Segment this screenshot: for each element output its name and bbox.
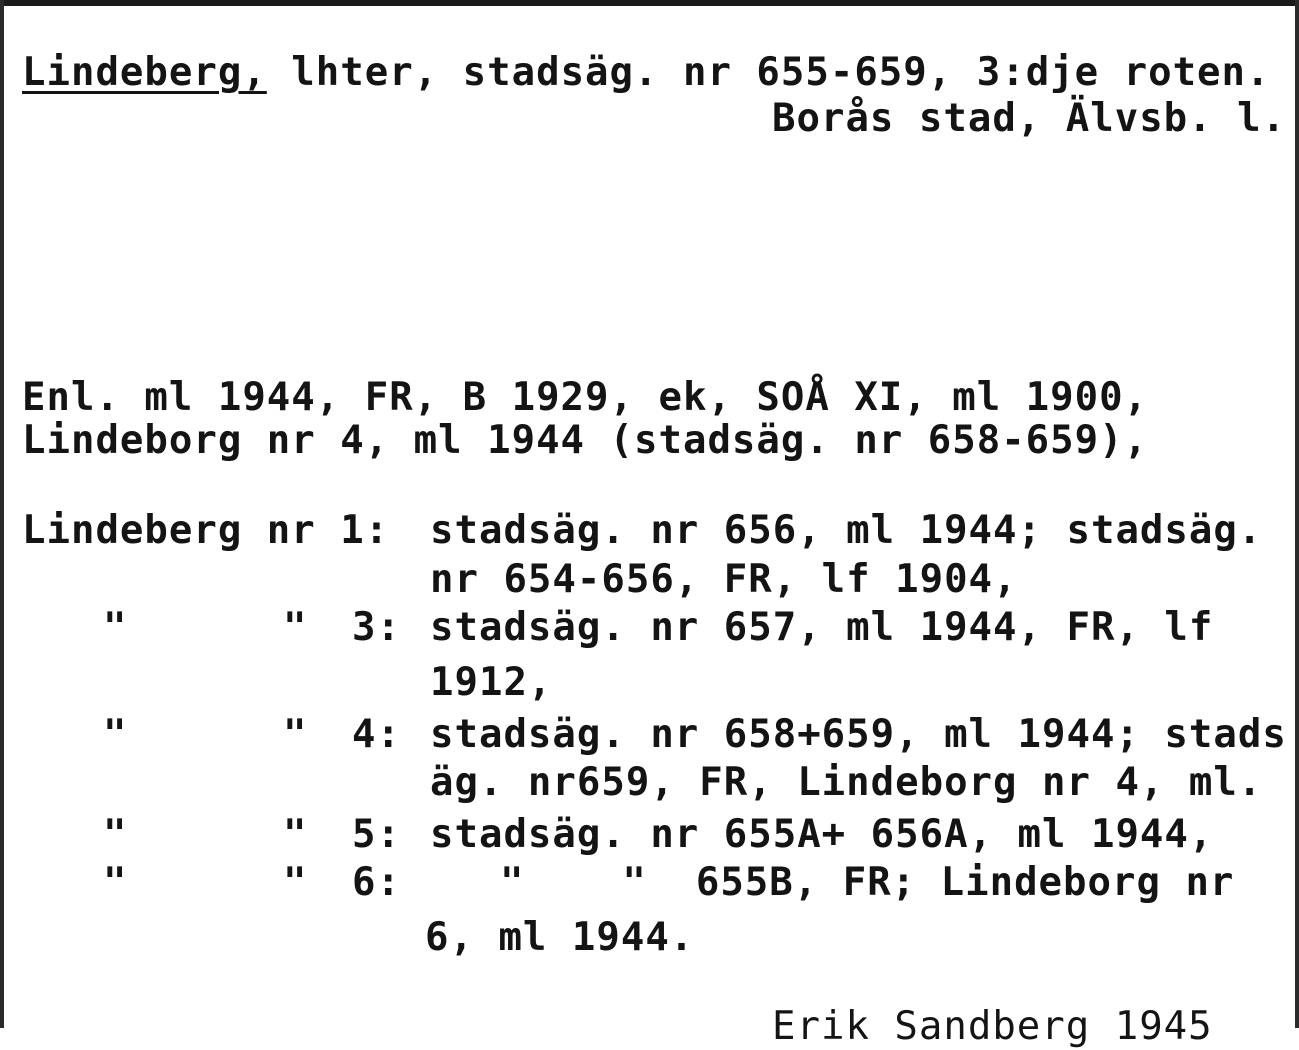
- entry-6-text: " " 655B, FR; Lindeborg nr: [500, 860, 1235, 905]
- entry-4-ditto-1: ": [103, 712, 128, 757]
- entry-5-ditto-2: ": [283, 812, 308, 857]
- sources-line-2: Lindeborg nr 4, ml 1944 (stadsäg. nr 658-659),: [22, 418, 1149, 463]
- entry-4-ditto-2: ": [283, 712, 308, 757]
- header-line-1: [22, 50, 1271, 96]
- entry-5-number: 5:: [352, 812, 401, 857]
- header-name: Lindeberg,: [22, 50, 267, 95]
- card-top-edge: [0, 0, 1299, 6]
- entry-4-number: 4:: [352, 712, 401, 757]
- entry-5-text: stadsäg. nr 655A+ 656A, ml 1944,: [430, 812, 1214, 857]
- entry-3-ditto-1: ": [103, 605, 128, 650]
- entry-6-ditto-1: ": [103, 860, 128, 905]
- header-rest: lhter, stadsäg. nr 655-659, 3:dje roten.: [266, 50, 1271, 95]
- entry-3-text: stadsäg. nr 657, ml 1944, FR, lf: [430, 605, 1214, 650]
- sources-line-1: Enl. ml 1944, FR, B 1929, ek, SOÅ XI, ml 1900,: [22, 375, 1149, 420]
- header-line-2: Borås stad, Älvsb. l.: [772, 96, 1287, 141]
- entry-3-number: 3:: [352, 605, 401, 650]
- entry-6-number: 6:: [352, 860, 401, 905]
- entry-4-text: stadsäg. nr 658+659, ml 1944; stads: [430, 712, 1287, 757]
- signature: Erik Sandberg 1945: [772, 1004, 1213, 1049]
- card-right-edge: [1295, 0, 1299, 1028]
- entry-5-ditto-1: ": [103, 812, 128, 857]
- entry-3-continuation: 1912,: [430, 660, 553, 705]
- entry-1-continuation: nr 654-656, FR, lf 1904,: [430, 557, 1018, 602]
- entry-3-ditto-2: ": [283, 605, 308, 650]
- entry-6-continuation: 6, ml 1944.: [425, 915, 695, 960]
- card-left-edge: [0, 0, 4, 1028]
- entry-1-text: stadsäg. nr 656, ml 1944; stadsäg.: [430, 508, 1263, 553]
- entry-6-ditto-2: ": [283, 860, 308, 905]
- entry-4-continuation: äg. nr659, FR, Lindeborg nr 4, ml.: [430, 760, 1263, 805]
- entry-1-label: Lindeberg nr 1:: [22, 508, 390, 553]
